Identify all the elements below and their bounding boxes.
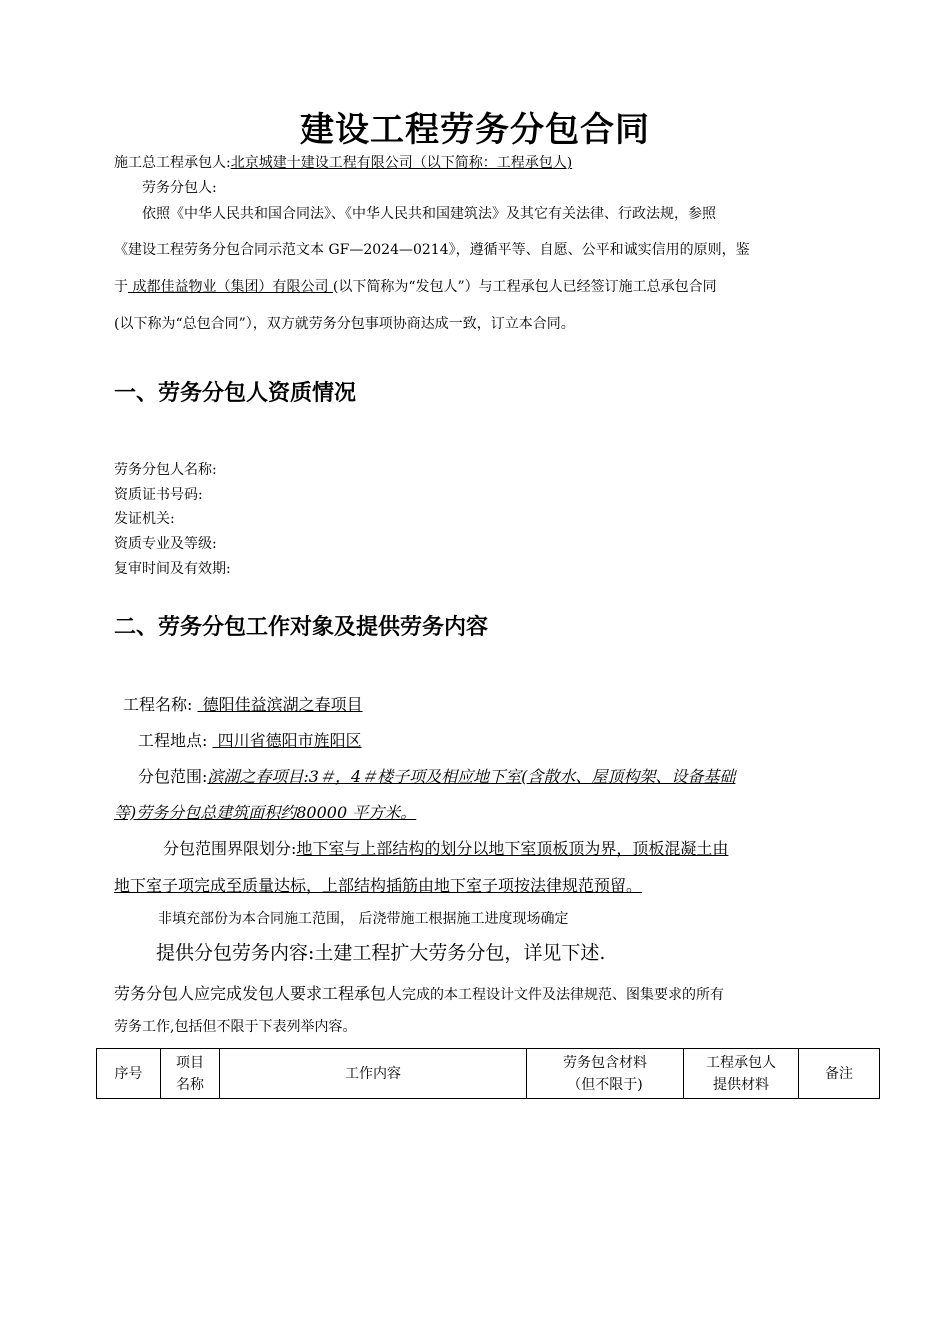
preamble-line-4: (以下称为“总包合同”），双方就劳务分包事项协商达成一致，订立本合同。 <box>114 316 575 332</box>
project-name-value: 德阳佳益滨湖之春项目 <box>197 695 363 714</box>
boundary-line-2: 地下室子项完成至质量达标，上部结构插筋由地下室子项按法律规范预留。 <box>114 876 643 895</box>
section-1-heading: 一、劳务分包人资质情况 <box>114 381 357 406</box>
header-contractor-line-2: 提供材料 <box>713 1076 769 1093</box>
boundary-line-1 <box>163 836 728 859</box>
general-contractor-name: 北京城建十建设工程有限公司（以下简称：工程承包人) <box>230 155 573 171</box>
header-item-line-1: 项目 <box>176 1054 204 1071</box>
header-item-line-2: 名称 <box>176 1076 204 1093</box>
header-contractor-material <box>684 1049 799 1099</box>
header-item <box>161 1049 220 1099</box>
header-no: 序号 <box>97 1049 161 1099</box>
employer-name: 成都佳益物业（集团）有限公司 <box>128 279 333 295</box>
project-location-value: 四川省德阳市旌阳区 <box>212 731 362 750</box>
scope-label: 分包范围: <box>138 767 208 786</box>
header-material-line-2: （但不限于) <box>567 1076 643 1093</box>
requirement-line-1-b: 完成的本工程设计文件及法律规范、图集要求的所有 <box>402 987 725 1003</box>
work-content-table <box>96 1048 880 1099</box>
non-fill-note: 非填充部份为本合同施工范围， 后浇带施工根据施工进度现场确定 <box>158 911 569 927</box>
preamble-line-3 <box>114 276 717 296</box>
project-name-line <box>123 692 363 715</box>
preamble-line-3-suffix: (以下简称为“发包人”）与工程承包人已经签订施工总承包合同 <box>332 279 717 295</box>
page-title: 建设工程劳务分包合同 <box>300 110 650 150</box>
preamble-line-3-prefix: 于 <box>114 279 128 295</box>
project-location-label: 工程地点: <box>138 731 208 750</box>
labor-content: 提供分包劳务内容:土建工程扩大劳务分包，详见下述. <box>156 942 606 964</box>
section-2-heading: 二、劳务分包工作对象及提供劳务内容 <box>114 615 489 640</box>
header-material-line-1: 劳务包含材料 <box>563 1054 647 1071</box>
general-contractor-line <box>114 152 572 172</box>
subcontractor-label: 劳务分包人: <box>142 180 217 196</box>
qualification-field-review-date: 复审时间及有效期: <box>114 561 231 577</box>
preamble-line-1: 依照《中华人民共和国合同法》、《中华人民共和国建筑法》及其它有关法律、行政法规，参照 <box>142 206 716 222</box>
requirement-line-1-a: 劳务分包人应完成发包人要求工程承包人 <box>114 984 403 1003</box>
header-included-material <box>527 1049 684 1099</box>
header-contractor-line-1: 工程承包人 <box>706 1054 776 1071</box>
requirement-line-2: 劳务工作,包括但不限于下表列举内容。 <box>114 1019 357 1035</box>
table-header-row <box>97 1049 880 1099</box>
header-remark: 备注 <box>799 1049 880 1099</box>
scope-line-2: 等)劳务分包总建筑面积约80000 平方米。 <box>114 803 417 822</box>
qualification-field-grade: 资质专业及等级: <box>114 536 217 552</box>
preamble-line-2: 《建设工程劳务分包合同示范文本 GF—2024—0214》，遵循平等、自愿、公平和诚实信用的原则，鉴 <box>114 242 750 258</box>
project-name-label: 工程名称: <box>123 695 193 714</box>
boundary-value-1: 地下室与上部结构的划分以地下室顶板顶为界，顶板混凝土由 <box>296 839 729 858</box>
header-work-content: 工作内容 <box>220 1049 527 1099</box>
requirement-line-1 <box>114 981 724 1004</box>
qualification-field-name: 劳务分包人名称: <box>114 462 217 478</box>
qualification-field-issuer: 发证机关: <box>114 511 175 527</box>
scope-value-1: 滨湖之春项目:3＃，4＃楼子项及相应地下室(含散水、屋顶构架、设备基础 <box>207 767 736 786</box>
qualification-field-cert-number: 资质证书号码: <box>114 487 203 503</box>
boundary-label: 分包范围界限划分: <box>163 839 297 858</box>
general-contractor-label: 施工总工程承包人: <box>114 155 231 171</box>
scope-line-1 <box>138 764 735 787</box>
project-location-line <box>138 728 362 751</box>
